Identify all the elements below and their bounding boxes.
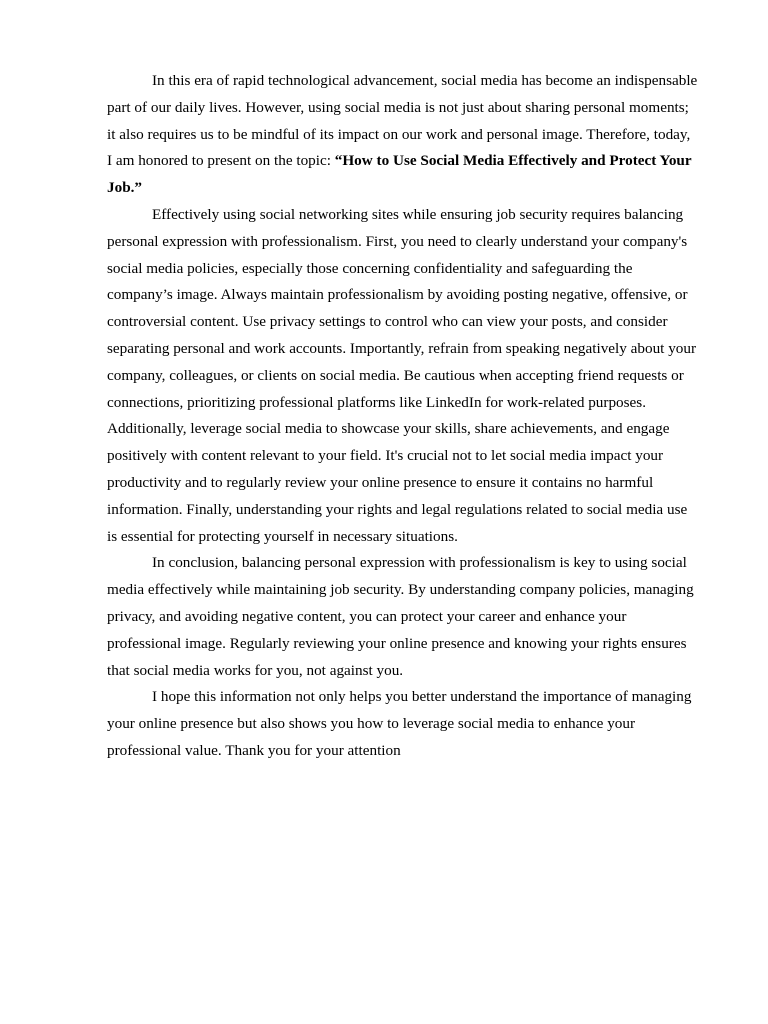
presentation-topic-title: “How to Use Social Media Effectively and Protect Your Job.” <box>107 152 692 197</box>
document-body <box>107 68 699 765</box>
paragraph-closing: I hope this information not only helps you better understand the importance of managing your online presence but also shows you how to leverage social media to enhance your professional value. Thank you for your attention <box>107 688 692 759</box>
paragraph-introduction <box>107 68 699 202</box>
intro-text: In this era of rapid technological advancement, social media has become an indispensable part of our daily lives. However, using social media is not just about sharing personal moments; it also requires us to be mindful of its impact on our work and personal image. Therefore, today, I am honored to present on the topic: <box>107 72 698 170</box>
paragraph-body: Effectively using social networking sites while ensuring job security requires balancing personal expression with professionalism. First, you need to clearly understand your company's social media policies, especially those concerning confidentiality and safeguarding the company’s image. Always maintain professionalism by avoiding posting negative, offensive, or controversial content. Use privacy settings to control who can view your posts, and consider separating personal and work accounts. Importantly, refrain from speaking negatively about your company, colleagues, or clients on social media. Be cautious when accepting friend requests or connections, prioritizing professional platforms like LinkedIn for work-related purposes. Additionally, leverage social media to showcase your skills, share achievements, and engage positively with content relevant to your field. It's crucial not to let social media impact your productivity and to regularly review your online presence to ensure it contains no harmful information. Finally, understanding your rights and legal regulations related to social media use is essential for protecting yourself in necessary situations. <box>107 205 697 545</box>
paragraph-conclusion: In conclusion, balancing personal expression with professionalism is key to using social media effectively while maintaining job security. By understanding company policies, managing privacy, and avoiding negative content, you can protect your career and enhance your professional image. Regularly reviewing your online presence and knowing your rights ensures that social media works for you, not against you. <box>107 554 694 679</box>
